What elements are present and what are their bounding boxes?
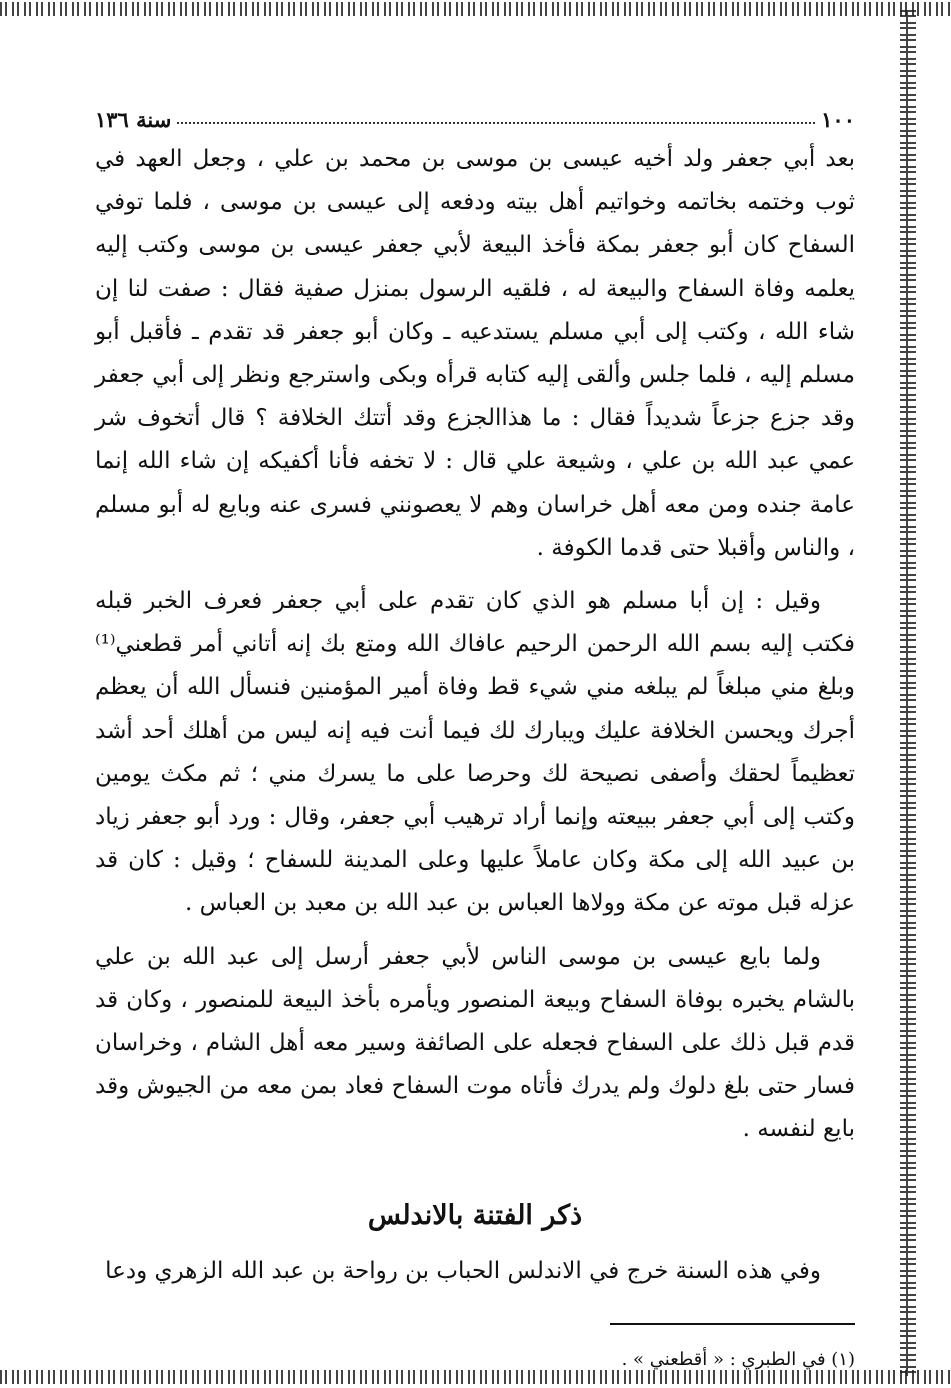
footnote-divider — [610, 1323, 855, 1325]
paragraph-1: بعد أبي جعفر ولد أخيه عيسى بن موسى بن محمد بن علي ، وجعل العهد في ثوب وختمه بخاتمه وخواتيم أهل بيته ودفعه إلى عيسى بن موسى ، فلما توفي السفاح كان أبو جعفر بمكة فأخذ البيعة لأبي جعفر عيسى بن موسى وكتب إليه يعلمه وفاة السفاح والبيعة له ، فلقيه الرسول بمنزل صفية فقال : صفت لنا إن شاء الله ، وكتب إلى أبي مسلم يستدعيه ـ وكان أبو جعفر قد تقدم ـ فأقبل أبو مسلم إليه ، فلما جلس وألقى إليه كتابه قرأه وبكى واسترجع ونظر إلى أبي جعفر وقد جزع جزعاً شديداً فقال : ما هذاالجزع وقد أتتك الخلافة ؟ قال أتخوف شر عمي عبد الله بن علي ، وشيعة علي قال : لا تخفه فأنا أكفيكه إن شاء الله إنما عامة جنده ومن معه أهل خراسان وهم لا يعصونني فسرى عنه وبايع له أبو مسلم ، والناس وأقبلا حتى قدما الكوفة . — [95, 146, 855, 561]
header-dotted-leader — [177, 122, 815, 124]
book-page — [95, 92, 855, 1375]
year-title: سنة ١٣٦ — [95, 107, 172, 132]
section-title: ذكر الفتنة بالاندلس — [367, 1199, 583, 1231]
top-decorative-border — [0, 2, 951, 16]
paragraph-3: ولما بايع عيسى بن موسى الناس لأبي جعفر أرسل إلى عبد الله بن علي بالشام يخبره بوفاة السفاح وبيعة المنصور ويأمره بأخذ البيعة للمنصور ، وكان قد قدم قبل ذلك على السفاح فجعله على الصائفة وسير معه أهل الشام ، وخراسان فسار حتى بلغ دلوك ولم يدرك فأتاه موت السفاح فعاد بمن معه من الجيوش وقد بايع لنفسه . — [95, 943, 855, 1143]
page-number: ١٠٠ — [821, 107, 855, 132]
right-decorative-border — [900, 10, 916, 1376]
footnote: (١) في الطبري : « أقطعني » . — [621, 1348, 855, 1370]
paragraph-2: وقيل : إن أبا مسلم هو الذي كان تقدم على أبي جعفر فعرف الخبر قبله فكتب إليه بسم الله الرحمن الرحيم عافاك الله ومتع بك إنه أتاني أمر قطعني⁽¹⁾ وبلغ مني مبلغاً لم يبلغه مني شيء قط وفاة أمير المؤمنين فنسأل الله أن يعظم أجرك ويحسن الخلافة عليك ويبارك لك فيما أنت فيه إنه ليس من أهلك أحد أشد تعظيماً لحقك وأصفى نصيحة لك وحرصا على ما يسرك مني ؛ ثم مكث يومين وكتب إلى أبي جعفر ببيعته وإنما أراد ترهيب أبي جعفر، وقال : ورد أبو جعفر زياد بن عبيد الله إلى مكة وكان عاملاً عليها وعلى المدينة للسفاح ؛ وقيل : كان قد عزله قبل موته عن مكة وولاها العباس بن عبد الله بن معبد بن العباس . — [95, 588, 855, 917]
section-paragraph: وفي هذه السنة خرج في الاندلس الحباب بن رواحة بن عبد الله الزهري ودعا — [105, 1257, 821, 1284]
running-header — [95, 92, 855, 132]
